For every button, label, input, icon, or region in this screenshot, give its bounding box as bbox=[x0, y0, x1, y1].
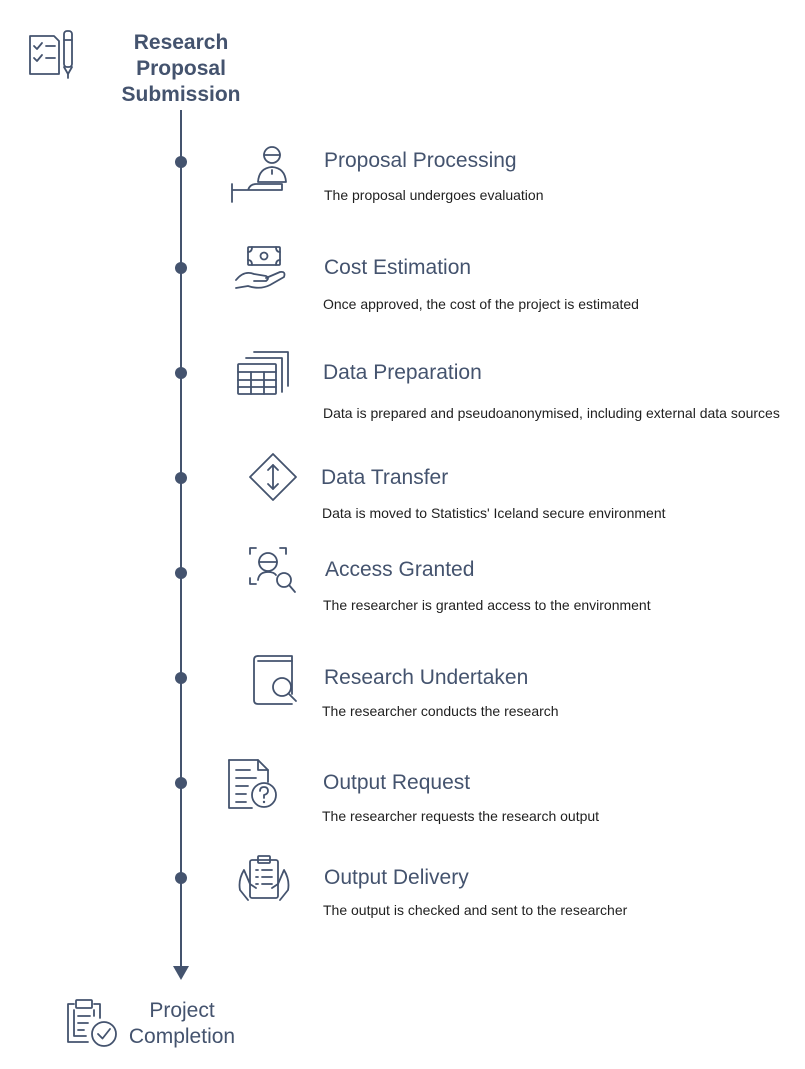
step-description: The researcher is granted access to the environment bbox=[323, 597, 651, 613]
clipboard-check-icon bbox=[64, 996, 120, 1048]
start-title: Research Proposal Submission bbox=[121, 31, 241, 106]
book-search-icon bbox=[248, 648, 308, 708]
step-description: The output is checked and sent to the researcher bbox=[323, 902, 628, 918]
step-title: Cost Estimation bbox=[324, 256, 472, 279]
step-description: The researcher requests the research output bbox=[322, 808, 600, 824]
step-title: Proposal Processing bbox=[324, 149, 517, 172]
step-description: The researcher conducts the research bbox=[322, 703, 559, 719]
timeline-dot bbox=[175, 672, 187, 684]
money-hand-icon bbox=[230, 242, 290, 302]
timeline-line bbox=[180, 110, 182, 970]
timeline-dot bbox=[175, 156, 187, 168]
step-title: Output Request bbox=[323, 771, 471, 794]
step-title: Research Undertaken bbox=[324, 666, 529, 689]
end-title: Project Completion bbox=[128, 999, 236, 1048]
timeline-dot bbox=[175, 262, 187, 274]
timeline-arrowhead bbox=[173, 966, 189, 980]
timeline-dot bbox=[175, 367, 187, 379]
step-title: Data Transfer bbox=[321, 466, 449, 489]
step-description: Data is moved to Statistics' Iceland secure environment bbox=[322, 505, 666, 521]
document-question-icon bbox=[224, 754, 284, 814]
hands-holding-clipboard-icon bbox=[234, 850, 294, 910]
timeline-dot bbox=[175, 472, 187, 484]
step-title: Data Preparation bbox=[323, 361, 482, 384]
step-description: Data is prepared and pseudoanonymised, including external data sources bbox=[323, 405, 780, 421]
person-at-desk-icon bbox=[228, 142, 288, 202]
step-description: The proposal undergoes evaluation bbox=[324, 187, 544, 203]
checklist-pen-icon bbox=[26, 28, 80, 80]
step-description: Once approved, the cost of the project is estimated bbox=[323, 296, 639, 312]
step-title: Access Granted bbox=[325, 558, 475, 581]
face-scan-search-icon bbox=[244, 542, 304, 602]
diamond-arrows-icon bbox=[244, 448, 304, 508]
step-title: Output Delivery bbox=[324, 866, 469, 889]
stacked-tables-icon bbox=[234, 348, 294, 408]
timeline-dot bbox=[175, 872, 187, 884]
timeline-dot bbox=[175, 777, 187, 789]
timeline-dot bbox=[175, 567, 187, 579]
